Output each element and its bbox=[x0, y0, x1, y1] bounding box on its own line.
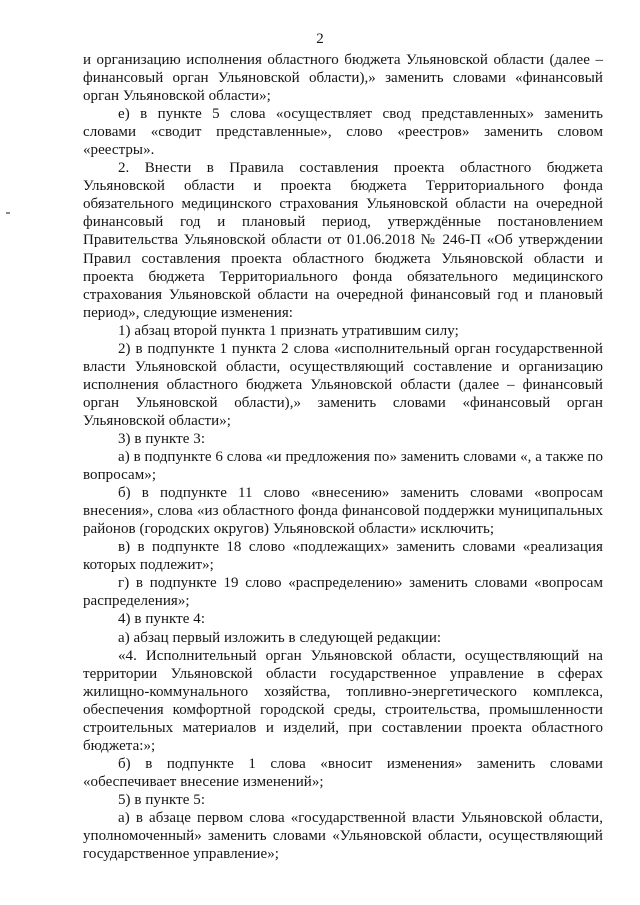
margin-mark bbox=[6, 212, 10, 214]
paragraph: а) абзац первый изложить в следующей редакции: bbox=[118, 629, 442, 646]
paragraph: 5) в пункте 5: bbox=[118, 791, 206, 808]
paragraph: в) в подпункте 18 слово «подлежащих» заменить словами «реализация которых подлежит»; bbox=[83, 539, 603, 574]
document-body bbox=[83, 51, 603, 863]
paragraph: б) в подпункте 1 слова «вносит изменения» заменить словами «обеспечивает внесение изменений»; bbox=[83, 755, 603, 790]
paragraph: и организацию исполнения областного бюджета Ульяновской области (далее – финансовый орган Ульяновской области),» заменить словами «финансовый орган Ульяновской области»; bbox=[83, 52, 603, 105]
paragraph: б) в подпункте 11 слово «внесению» заменить словами «вопросам внесения», слова «из областного фонда финансовой поддержки муниципальных районов (городских округов) Ульяновской области» исключить; bbox=[83, 485, 603, 538]
paragraph: 4) в пункте 4: bbox=[118, 611, 206, 628]
page-number: 2 bbox=[316, 31, 324, 47]
paragraph: а) в абзаце первом слова «государственной власти Ульяновской области, уполномоченный» заменить словами «Ульяновской области, осуществляющий государственное управление»; bbox=[83, 809, 603, 863]
paragraph: «4. Исполнительный орган Ульяновской области, осуществляющий на территории Ульяновской области государственное управление в сферах жилищно-коммунального хозяйства, топливно-энергетического комплекса, обеспечения комфортной городской среды, строительства, промышленности строительных материалов и изделий, при составлении проекта областного бюджета:»; bbox=[83, 647, 603, 754]
paragraph: 2. Внести в Правила составления проекта областного бюджета Ульяновской области и проекта бюджета Территориального фонда обязательного медицинского страхования Ульяновской области на очередной финансовый год и плановый период, утверждённые постановлением Правительства Ульяновской области от 01.06.2018 № 246-П «Об утверждении Правил составления проекта областного бюджета Ульяновской области и проекта бюджета Территориального фонда обязательного медицинского страхования Ульяновской области на очередной финансовый год и плановый период», следующие изменения: bbox=[83, 160, 603, 321]
paragraph: 3) в пункте 3: bbox=[118, 430, 206, 447]
paragraph: е) в пункте 5 слова «осуществляет свод представленных» заменить словами «сводит представленные», слово «реестров» заменить словом «реестры». bbox=[83, 106, 603, 159]
paragraph: 1) абзац второй пункта 1 признать утратившим силу; bbox=[118, 322, 459, 339]
paragraph: г) в подпункте 19 слово «распределению» заменить словами «вопросам распределения»; bbox=[83, 575, 603, 610]
paragraph: а) в подпункте 6 слова «и предложения по» заменить словами «, а также по вопросам»; bbox=[83, 449, 603, 484]
paragraph: 2) в подпункте 1 пункта 2 слова «исполнительный орган государственной власти Ульяновской области, осуществляющий составление и организацию исполнения областного бюджета Ульяновской области (далее – финансовый орган Ульяновской области),» заменить словами «финансовый орган Ульяновской области»; bbox=[83, 340, 603, 429]
